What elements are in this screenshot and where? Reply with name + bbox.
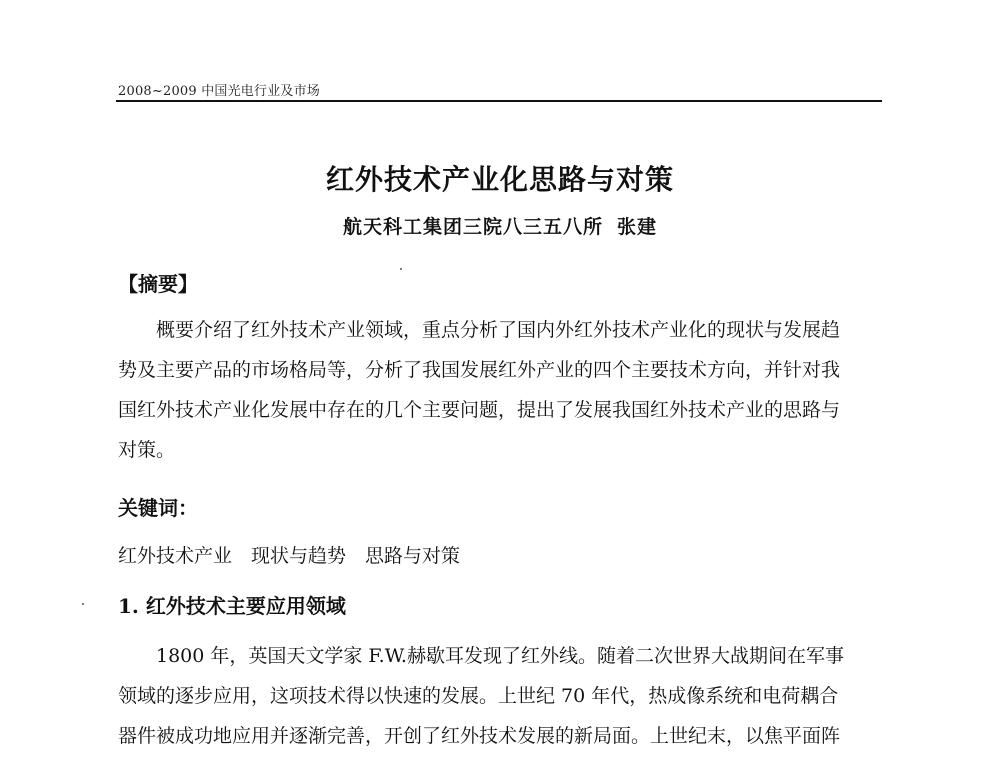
body-line: 器件被成功地应用并逐渐完善，开创了红外技术发展的新局面。上世纪末，以焦平面阵 <box>118 725 841 747</box>
section-1-heading: 1. 红外技术主要应用领域 <box>118 594 346 618</box>
abstract-line: 国红外技术产业化发展中存在的几个主要问题，提出了发展我国红外技术产业的思路与 <box>118 399 841 421</box>
abstract-line: 概要介绍了红外技术产业领域，重点分析了国内外红外技术产业化的现状与发展趋 <box>118 319 841 341</box>
abstract-line: 势及主要产品的市场格局等，分析了我国发展红外产业的四个主要技术方向，并针对我 <box>118 359 841 381</box>
byline <box>0 212 1000 239</box>
body-line: 1800 年，英国天文学家 F.W.赫歇耳发现了红外线。随着二次世界大战期间在军事 <box>118 645 844 667</box>
affiliation: 航天科工集团三院八三五八所 <box>342 216 603 238</box>
keywords-heading: 关键词： <box>118 496 198 520</box>
scan-speck <box>400 268 402 270</box>
scan-speck <box>82 603 84 605</box>
abstract-line: 对策。 <box>118 439 176 461</box>
abstract-paragraph <box>118 310 884 470</box>
paper-title: 红外技术产业化思路与对策 <box>325 163 674 196</box>
abstract-heading: 【摘要】 <box>118 272 198 296</box>
running-header: 2008~2009 中国光电行业及市场 <box>118 84 320 99</box>
body-line: 领域的逐步应用，这项技术得以快速的发展。上世纪 70 年代，热成像系统和电荷耦合 <box>118 685 839 707</box>
section-1-paragraph <box>118 636 884 756</box>
author-name: 张建 <box>617 216 658 238</box>
header-rule <box>116 100 882 102</box>
keywords-text: 红外技术产业 现状与趋势 思路与对策 <box>118 545 461 567</box>
